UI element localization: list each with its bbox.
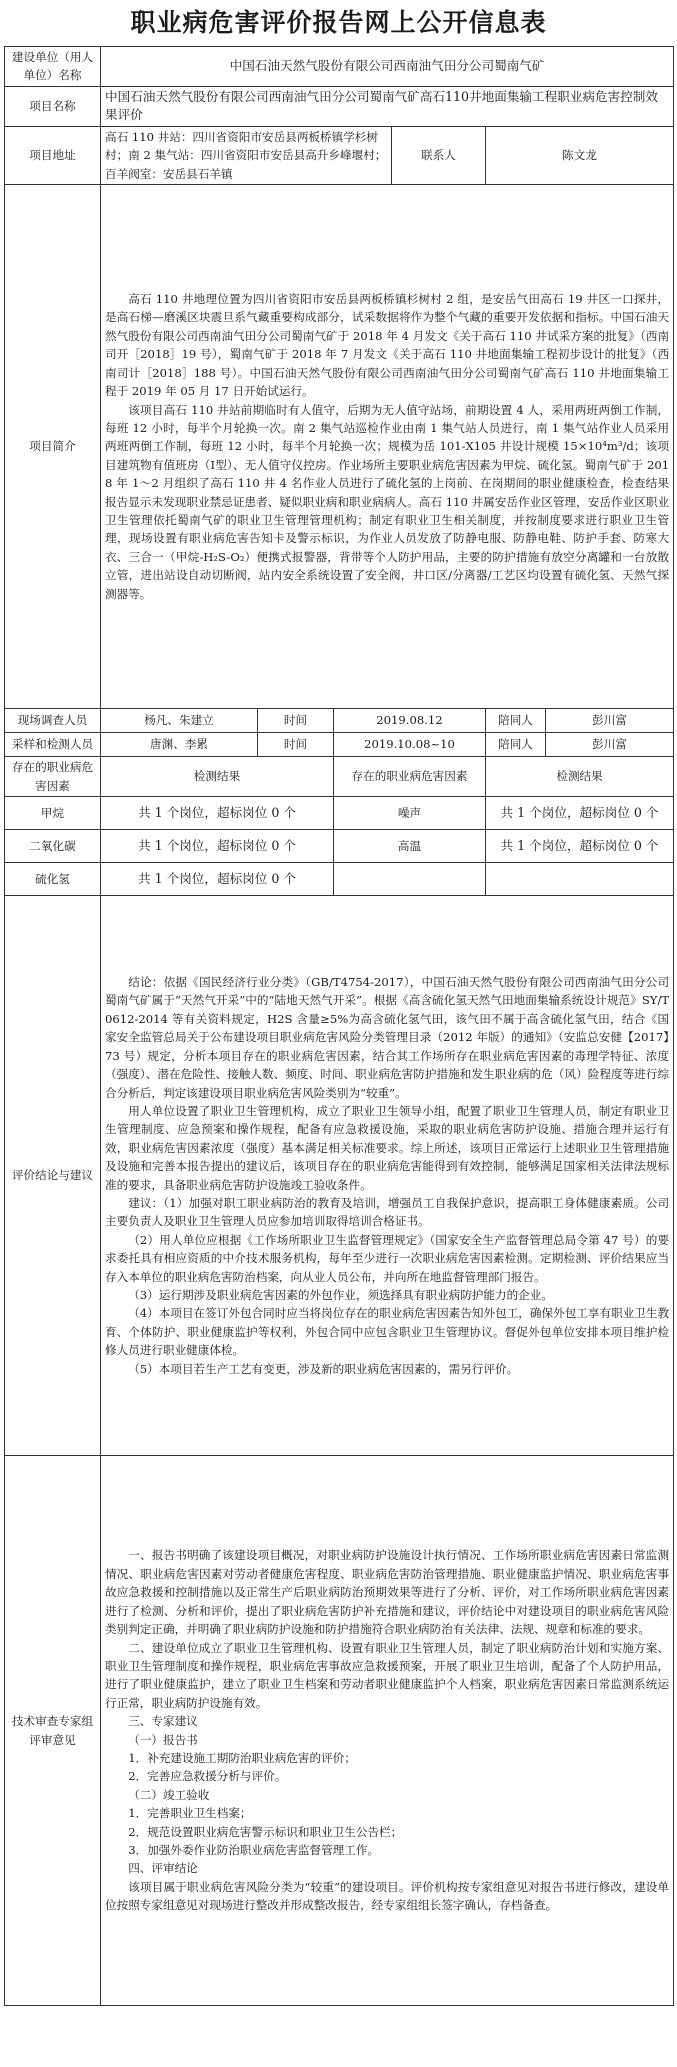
page-title: 职业病危害评价报告网上公开信息表: [130, 8, 547, 37]
sampling-escort-label: 陪同人: [486, 733, 546, 757]
hazard-result: 共 1 个岗位，超标岗位 0 个: [486, 830, 674, 863]
suggestion-4: （4）本项目在签订外包合同时应当将岗位存在的职业病危害因素告知外包工，确保外包工享有职业卫生教育、个体防护、职业健康监护等权利，外包合同中应包含职业卫生管理协议。督促外包单位安排本项目维护检修人员进行职业健康体检。: [105, 1306, 670, 1358]
hazard-factor: 甲烷: [5, 797, 101, 830]
project-name-row: [5, 86, 674, 126]
hazard-result: 共 1 个岗位，超标岗位 0 个: [486, 797, 674, 830]
expert-suggestion-b2: 2．规范设置职业病危害警示标识和职业卫生公告栏；: [128, 1824, 403, 1839]
expert-paragraph-2: 二、建设单位成立了职业卫生管理机构、设置有职业卫生管理人员，制定了职业病防治计划和实施方案、职业卫生管理制度和操作规程，职业病危害事故应急救援预案，开展了职业卫生培训，配备了个人防护用品，进行了职业健康监护，建立了职业卫生档案和劳动者职业健康监护个人档案，职业病危害因素日常监测系统运行正常，职业病防护设施有效。: [105, 1640, 670, 1710]
suggestion-1: 建议：（1）加强对职工职业病防治的教育及培训，增强员工自我保护意识，提高职工身体健康素质。公司主要负责人及职业卫生管理人员应参加培训取得培训合格证书。: [105, 1195, 670, 1229]
survey-time-label: 时间: [258, 709, 334, 733]
conclusion-paragraph-1: 结论：依据《国民经济行业分类》（GB/T4754-2017），中国石油天然气股份有限公司西南油气田分公司蜀南气矿属于“天然气开采”中的“陆地天然气开采”。根据《高含硫化氢天然气田地面集输系统设计规范》SY/T 0612-2014 等有关资料规定，H2S 含量≥5%为高含硫化氢气田，该气田不属于高含硫化氢气田，结合《国家安全监管总局关于公布建设项目职业病危害风险分类管理目录（2012 年版）的通知》（安监总安健【2017】73 号）规定，分析本项目存在的职业病危害因素，结合其工作场所存在职业病危害因素的毒理学特征、浓度（强度）、潜在危险性、接触人数、频度、时间、职业病危害防护措施和发生职业病的危（风）险程度等进行综合分析后，判定该建设项目职业病危害风险类别为“较重”。: [105, 975, 670, 1100]
hazard-row: [5, 830, 674, 863]
hazard-factor: [334, 863, 486, 896]
expert-subheading-report: （一）报告书: [128, 1732, 198, 1747]
expert-suggestion-a1: 1．补充建设施工期防治职业病危害的评价；: [128, 1750, 356, 1765]
hazard-result: 共 1 个岗位，超标岗位 0 个: [101, 830, 334, 863]
contact-label: 联系人: [392, 126, 486, 184]
suggestion-2: （2）用人单位应根据《工作场所职业卫生监督管理规定》（国家安全生产监督管理总局令第 47 号）的要求委托具有相应资质的中介技术服务机构，每年至少进行一次职业病危害因素检测。定期检测、评价结果应当存入本单位的职业病危害防治档案，向从业人员公布，并向所在地监督管理部门报告。: [105, 1232, 670, 1284]
hazard-factor: 高温: [334, 830, 486, 863]
hazard-factor: 噪声: [334, 797, 486, 830]
survey-row: [5, 709, 674, 733]
conclusion-text: [101, 896, 674, 1456]
expert-suggestion-b1: 1．完善职业卫生档案；: [128, 1806, 252, 1821]
survey-staff: 杨凡、朱建立: [101, 709, 258, 733]
sampling-escort: 彭川富: [546, 733, 674, 757]
survey-escort-label: 陪同人: [486, 709, 546, 733]
expert-suggestion-a2: 2．完善应急救援分析与评价。: [128, 1769, 287, 1784]
conclusion-label: 评价结论与建议: [5, 896, 101, 1456]
hazard-header-row: [5, 757, 674, 797]
sampling-row: [5, 733, 674, 757]
unit-label: 建设单位（用人单位）名称: [5, 47, 101, 87]
sampling-staff: 唐渊、李累: [101, 733, 258, 757]
address-label: 项目地址: [5, 126, 101, 184]
hazard-factor: 硫化氢: [5, 863, 101, 896]
suggestion-3: （3）运行期涉及职业病危害因素的外包作业，须选择具有职业病防护能力的企业。: [128, 1287, 553, 1302]
survey-escort: 彭川富: [546, 709, 674, 733]
hazard-result: [486, 863, 674, 896]
project-name-label: 项目名称: [5, 86, 101, 126]
intro-text: [101, 185, 674, 709]
address-value: 高石 110 井站：四川省资阳市安岳县两板桥镇学杉树村；南 2 集气站：四川省资阳市安岳县高升乡峰堰村；百羊阀室：安岳县石羊镇: [101, 126, 392, 184]
expert-text: [101, 1456, 674, 2006]
hazard-row: [5, 863, 674, 896]
expert-suggestion-b3: 3．加强外委作业防治职业病危害监督管理工作。: [128, 1842, 380, 1857]
info-table: [4, 46, 674, 2006]
intro-row: [5, 185, 674, 709]
contact-value: 陈文龙: [486, 126, 674, 184]
expert-paragraph-1: 一、报告书明确了该建设项目概况，对职业病防护设施设计执行情况、工作场所职业病危害因素日常监测情况、职业病危害因素对劳动者健康危害程度、职业病危害防治管理措施、职业健康监护情况、职业病危害事故应急救援和控制措施以及正常生产后职业病防治预期效果等进行了分析、评价，对工作场所职业病危害因素进行了检测、分析和评价，提出了职业病危害防护补充措施和建议，评价结论中对建设项目的职业病危害风险类别判定正确，并明确了职业病防护设施和防护措施符合职业病防治有关法律、法规、规章和标准的要求。: [105, 1548, 670, 1637]
conclusion-row: [5, 896, 674, 1456]
intro-paragraph-2: 该项目高石 110 井站前期临时有人值守，后期为无人值守站场，前期设置 4 人，采用两班两倒工作制，每班 12 小时，每半个月轮换一次。南 2 集气站巡检作业由南 1 集气站人员进行，南 1 集气站作业人员采用两班两倒工作制，每班 12 小时，每半个月轮换一次；规模为岳 101-X105 井设计规模 15×10⁴m³/d；该项目建筑物有值班房（I型）、无人值守仪控房。作业场所主要职业病危害因素为甲烷、硫化氢。蜀南气矿于 2018 年 1～2 月组织了高石 110 井 4 名作业人员进行了硫化氢的上岗前、在岗期间的职业健康检查，检查结果报告显示未发现职业禁忌证患者、疑似职业病和职业病病人。高石 110 井属安岳作业区管理，安岳作业区职业卫生管理依托蜀南气矿的职业卫生管理管理机构；制定有职业卫生相关制度，并按制度要求进行职业卫生管理，现场设置有职业病危害告知卡及警示标识，为作业人员发放了防静电服、防静电鞋、防护手套、防寒大衣、三合一（甲烷-H₂S-O₂）便携式报警器，背带等个人防护用品，主要的防护措施有放空分离罐和一台放散立管，进出站设自动切断阀，站内安全系统设置了安全阀，井口区/分离器/工艺区均设置有硫化氢、天然气探测器等。: [105, 402, 670, 601]
intro-paragraph-1: 高石 110 井地理位置为四川省资阳市安岳县两板桥镇杉树村 2 组，是安岳气田高石 19 井区一口探井，是高石梯—磨溪区块震旦系气藏重要构成部分，试采数据将作为整个气藏的重要开发依据和指标。中国石油天然气股份有限公司西南油气田分公司蜀南气矿于 2018 年 4 月发文《关于高石 110 井试采方案的批复》（西南司开［2018］19 号），蜀南气矿于 2018 年 7 月发文《关于高石 110 井地面集输工程初步设计的批复》（西南司计［2018］188 号）。中国石油天然气股份有限公司西南油气田分公司蜀南气矿高石 110 井地面集输工程于 2019 年 05 月 17 日开始试运行。: [105, 292, 670, 399]
hazard-result-header: 检测结果: [101, 757, 334, 797]
hazard-result-header-2: 检测结果: [486, 757, 674, 797]
hazard-row: [5, 797, 674, 830]
sampling-time-label: 时间: [258, 733, 334, 757]
survey-label: 现场调查人员: [5, 709, 101, 733]
expert-section-4-heading: 四、评审结论: [128, 1861, 198, 1876]
hazard-result: 共 1 个岗位，超标岗位 0 个: [101, 863, 334, 896]
expert-section-3-heading: 三、专家建议: [128, 1714, 198, 1729]
conclusion-paragraph-2: 用人单位设置了职业卫生管理机构，成立了职业卫生领导小组，配置了职业卫生管理人员，制定有职业卫生管理制度、应急预案和操作规程，配备有应急救援设施，采取的职业病危害防护设施、措施合理并运行有效，职业病危害因素浓度（强度）基本满足相关标准要求。综上所述，该项目正常运行上述职业卫生管理措施及设施和完善本报告提出的建议后，该项目存在的职业病危害能得到有效控制，能够满足国家相关法律法规标准的要求，具备职业病危害防护设施竣工验收条件。: [105, 1103, 670, 1192]
suggestion-5: （5）本项目若生产工艺有变更，涉及新的职业病危害因素的，需另行评价。: [128, 1361, 519, 1376]
intro-label: 项目简介: [5, 185, 101, 709]
hazard-factor: 二氧化碳: [5, 830, 101, 863]
expert-row: [5, 1456, 674, 2006]
hazard-result: 共 1 个岗位，超标岗位 0 个: [101, 797, 334, 830]
hazard-factor-header: 存在的职业病危害因素: [5, 757, 101, 797]
expert-subheading-acceptance: （二）竣工验收: [128, 1787, 210, 1802]
sampling-label: 采样和检测人员: [5, 733, 101, 757]
address-row: [5, 126, 674, 184]
expert-paragraph-4: 该项目属于职业病危害风险分类为“较重”的建设项目。评价机构按专家组意见对报告书进行修改，建设单位按照专家组意见对现场进行整改并形成整改报告，经专家组组长签字确认，存档备查。: [105, 1879, 670, 1913]
survey-time: 2019.08.12: [334, 709, 486, 733]
unit-row: [5, 47, 674, 87]
expert-label: 技术审查专家组评审意见: [5, 1456, 101, 2006]
project-name-value: 中国石油天然气股份有限公司西南油气田分公司蜀南气矿高石110井地面集输工程职业病危害控制效果评价: [101, 86, 674, 126]
unit-value: 中国石油天然气股份有限公司西南油气田分公司蜀南气矿: [101, 47, 674, 87]
hazard-factor-header-2: 存在的职业病危害因素: [334, 757, 486, 797]
sampling-time: 2019.10.08~10: [334, 733, 486, 757]
